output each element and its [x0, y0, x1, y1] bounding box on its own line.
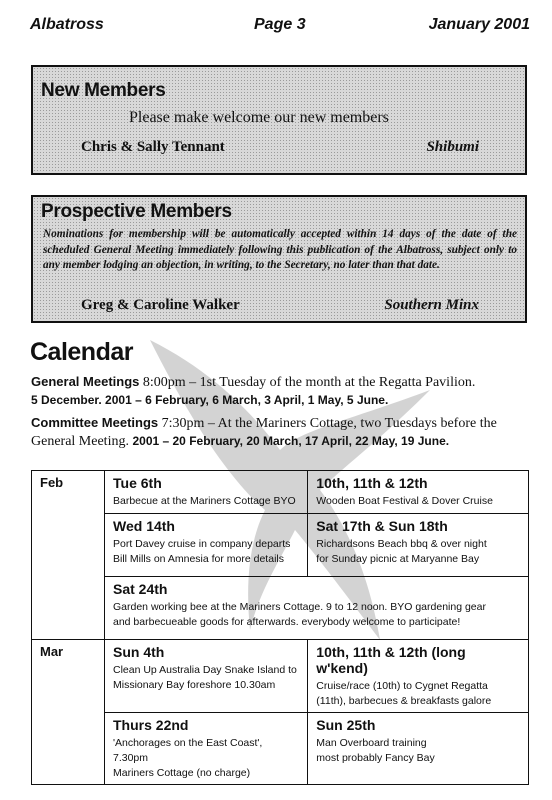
event-description: Clean Up Australia Day Snake Island to Missionary Bay foreshore 10.30am: [113, 664, 297, 691]
page-number: Page 3: [254, 16, 306, 33]
event-date: Wed 14th: [113, 518, 175, 534]
new-member-boat: Shibumi: [426, 139, 479, 155]
month-feb: Feb: [32, 471, 105, 640]
event-date: Sun 25th: [316, 717, 376, 733]
prospective-member-name: Greg & Caroline Walker: [81, 297, 240, 313]
event-description: Wooden Boat Festival & Dover Cruise: [316, 495, 493, 507]
event-cell: [308, 514, 529, 577]
prospective-members-title: Prospective Members: [41, 201, 232, 222]
general-meetings-text: 8:00pm – 1st Tuesday of the month at the Regatta Pavilion.: [139, 375, 476, 390]
table-row: [32, 713, 529, 785]
event-cell: [105, 640, 308, 713]
new-member-name: Chris & Sally Tennant: [81, 139, 225, 155]
event-cell: [308, 471, 529, 514]
committee-meetings-info: [31, 414, 529, 450]
general-meetings-label: General Meetings: [31, 374, 140, 389]
event-description: Cruise/race (10th) to Cygnet Regatta (11th), barbecues & breakfasts galore: [316, 680, 492, 707]
event-cell: [105, 713, 308, 785]
calendar-heading: Calendar: [30, 338, 133, 366]
calendar-table: [31, 470, 529, 785]
table-row: [32, 514, 529, 577]
event-description: 'Anchorages on the East Coast', 7.30pm Mariners Cottage (no charge): [113, 737, 263, 779]
prospective-members-box: [31, 195, 527, 323]
event-description: Man Overboard training most probably Fancy Bay: [316, 737, 435, 764]
event-date: Thurs 22nd: [113, 717, 189, 733]
event-cell: [105, 577, 529, 640]
issue-date: January 2001: [428, 16, 530, 33]
membership-rule: Nominations for membership will be automatically accepted within 14 days of the date of the scheduled General Meeting immediately following this publication of the Albatross, subject only to any member lodging an objection, in writing, to the Secretary, no later than that date.: [43, 228, 517, 271]
event-description: Barbecue at the Mariners Cottage BYO: [113, 495, 296, 507]
new-members-intro: Please make welcome our new members: [129, 109, 389, 126]
committee-meetings-text: 7:30pm – At the Mariners Cottage, two Tuesdays before the General Meeting.: [31, 416, 497, 449]
event-date: Sat 24th: [113, 581, 168, 597]
event-cell: [105, 514, 308, 577]
event-cell: [308, 713, 529, 785]
table-row: [32, 471, 529, 514]
prospective-member-boat: Southern Minx: [384, 297, 479, 313]
committee-meetings-dates: 2001 – 20 February, 20 March, 17 April, 22 May, 19 June.: [132, 434, 450, 448]
new-members-box: [31, 65, 527, 175]
event-date: Sun 4th: [113, 644, 165, 660]
event-description: Richardsons Beach bbq & over night for Sunday picnic at Maryanne Bay: [316, 538, 487, 565]
table-row: [32, 640, 529, 713]
event-date: Sat 17th & Sun 18th: [316, 518, 448, 534]
event-cell: [105, 471, 308, 514]
committee-meetings-label: Committee Meetings: [31, 415, 159, 430]
month-mar: Mar: [32, 640, 105, 785]
newsletter-name: Albatross: [30, 16, 104, 33]
event-description: Garden working bee at the Mariners Cottage. 9 to 12 noon. BYO gardening gear and barbecueable goods for afterwards. everybody welcome to participate!: [113, 601, 486, 628]
general-meetings-dates: 5 December. 2001 – 6 February, 6 March, 3 April, 1 May, 5 June.: [31, 393, 389, 407]
event-date: 10th, 11th & 12th: [316, 475, 428, 491]
general-meetings-info: [31, 373, 529, 409]
event-description: Port Davey cruise in company departs Bill Mills on Amnesia for more details: [113, 538, 291, 565]
event-date: 10th, 11th & 12th (long w'kend): [316, 644, 466, 676]
event-cell: [308, 640, 529, 713]
new-members-title: New Members: [41, 80, 166, 101]
page-header: [30, 16, 530, 40]
table-row: [32, 577, 529, 640]
event-date: Tue 6th: [113, 475, 162, 491]
